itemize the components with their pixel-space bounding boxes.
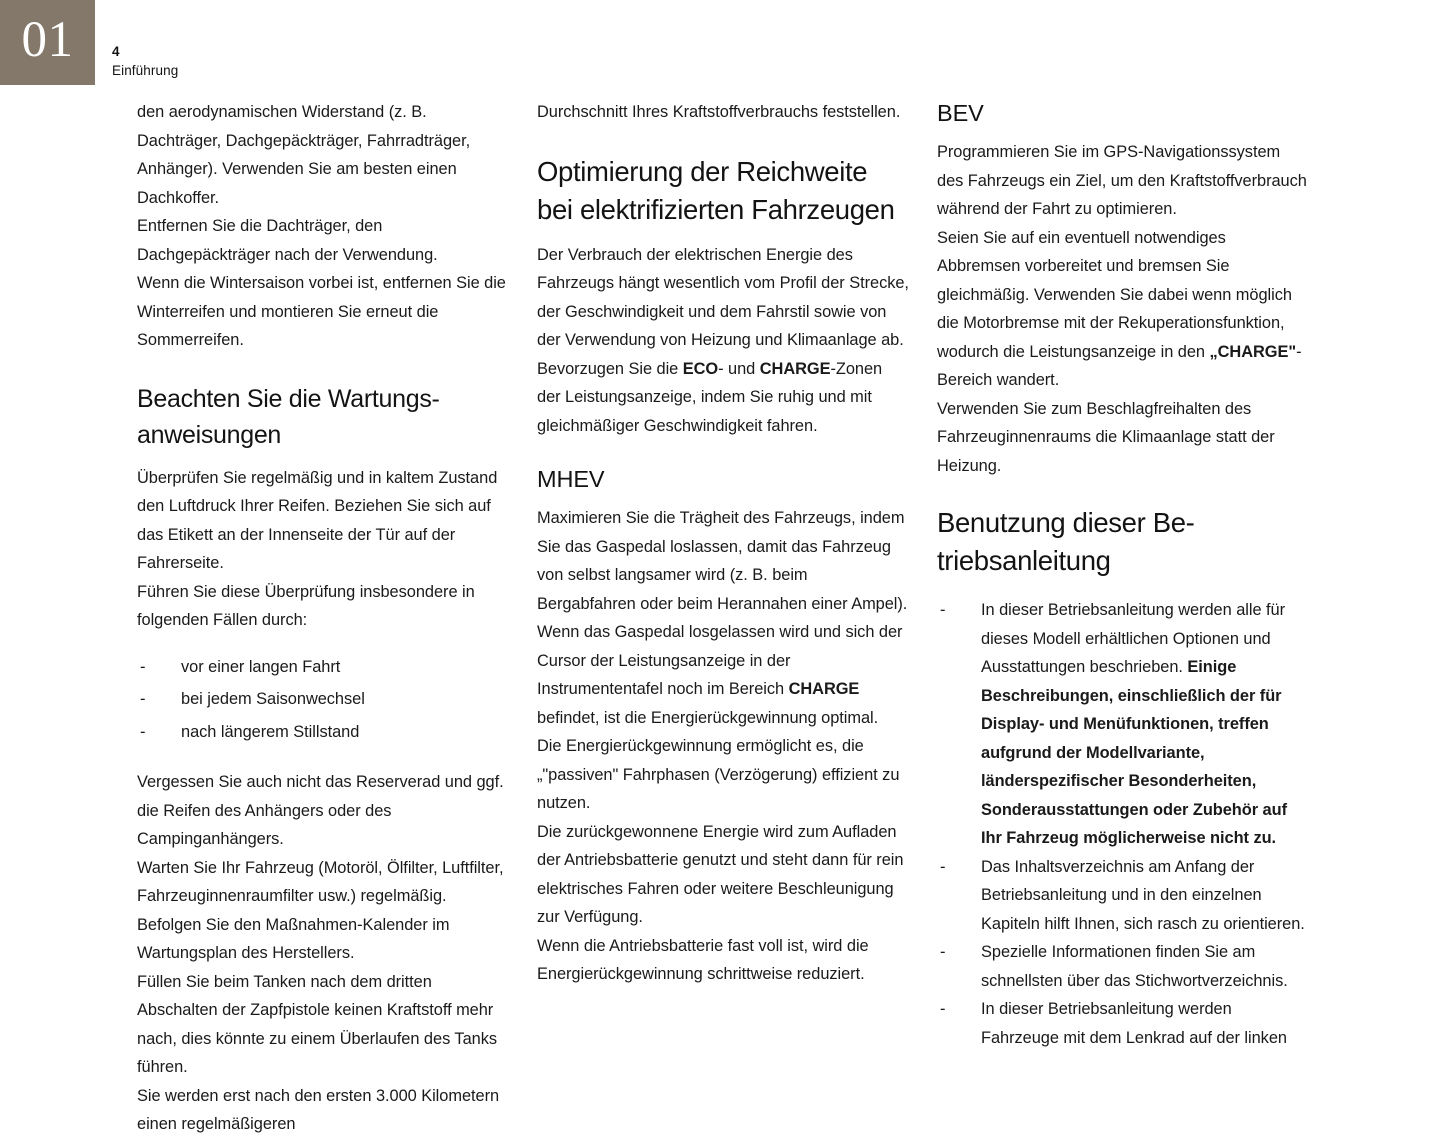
list-item <box>937 853 1310 939</box>
paragraph: Entfernen Sie die Dachträger, den Dachgepäckträger nach der Verwendung. <box>137 217 438 264</box>
text-fragment: befindet, ist die Energierückgewinnung optimal. <box>537 708 879 727</box>
paragraph-charge-bereich <box>537 618 910 732</box>
text-fragment: Seien Sie auf ein eventuell notwendiges Abbremsen vorbereitet und bremsen Sie gleichmäßig. Verwenden Sie dabei wenn möglich die Motorbremse mit der Rekuperationsfunktion, wodurch die Leistungsanzeige in den <box>937 228 1292 361</box>
text-fragment: -Zonen der Leistungsanzeige, indem Sie ruhig und mit gleichmäßiger Geschwindigkeit fahren. <box>537 359 883 435</box>
paragraph-charge-bereich <box>937 224 1310 395</box>
paragraph: Überprüfen Sie regelmäßig und in kaltem Zustand den Luftdruck Ihrer Reifen. Beziehen Sie sich auf das Etikett an der Innenseite der Tür auf der Fahrerseite. <box>137 468 498 572</box>
heading-optimierung-reichweite: Optimierung der Reichweite bei elektrifizierten Fahrzeugen <box>537 155 895 225</box>
paragraph: Wenn die Antriebsbatterie fast voll ist, wird die Energierückgewinnung schrittweise reduziert. <box>537 936 869 983</box>
list-item-label: nach längerem Stillstand <box>181 722 360 741</box>
list-item <box>937 995 1310 1052</box>
text-fragment: - und <box>718 359 760 378</box>
list-item-label: In dieser Betriebsanleitung werden Fahrzeuge mit dem Lenkrad auf der linken <box>981 1000 1287 1047</box>
list-item <box>137 653 510 682</box>
term-charge: CHARGE <box>788 680 860 698</box>
paragraph: Programmieren Sie im GPS-Navigationssystem des Fahrzeugs ein Ziel, um den Kraftstoffverbrauch während der Fahrt zu optimieren. <box>937 143 1307 218</box>
list-item <box>937 596 1310 853</box>
text-fragment: Wenn das Gaspedal losgelassen wird und sich der Cursor der Leistungsanzeige in der Instrumententafel noch im Bereich <box>537 623 903 698</box>
paragraph: Durchschnitt Ihres Kraftstoffverbrauchs feststellen. <box>537 103 901 121</box>
dash-bullet-icon: - <box>940 857 946 876</box>
chapter-name: Einführung <box>112 63 179 79</box>
paragraph: Der Verbrauch der elektrischen Energie des Fahrzeugs hängt wesentlich vom Profil der Strecke, der Geschwindigkeit und dem Fahrstil sowie von der Verwendung von Heizung und Klimaanlage ab. <box>537 245 909 349</box>
heading-mhev: MHEV <box>537 466 605 492</box>
paragraph: Vergessen Sie auch nicht das Reserverad und ggf. die Reifen des Anhängers oder des Campinganhängers. <box>137 773 504 848</box>
heading-benutzung-betriebsanleitung: Benutzung dieser Be-triebsanleitung <box>937 507 1195 576</box>
dash-bullet-icon: - <box>940 1000 946 1018</box>
paragraph: den aerodynamischen Widerstand (z. B. Dachträger, Dachgepäckträger, Fahrradträger, Anhänger). Verwenden Sie am besten einen Dachkoffer. <box>137 103 471 207</box>
chapter-number: 01 <box>21 12 74 68</box>
text-emphasis: Einige Beschreibungen, einschließlich der für Display- und Menüfunktionen, treffen aufgrund der Modellvariante, länderspezifischer Besonderheiten, Sonderausstattungen oder Zubehör auf Ihr Fahrzeug möglicherweise nicht zu. <box>981 658 1287 847</box>
paragraph-eco-charge <box>537 355 910 441</box>
dash-bullet-icon: - <box>140 690 146 708</box>
text-column-1 <box>137 98 510 1139</box>
list-item <box>937 938 1310 995</box>
usage-notes-list <box>937 596 1310 1052</box>
text-column-3 <box>937 98 1310 1052</box>
paragraph: Verwenden Sie zum Beschlagfreihalten des Fahrzeuginnenraums die Klimaanlage statt der Heizung. <box>937 399 1275 475</box>
text-column-2 <box>537 98 910 989</box>
page-number: 4 <box>112 44 120 59</box>
paragraph: Die Energierückgewinnung ermöglicht es, die „"passiven" Fahrphasen (Verzögerung) effizient zu nutzen. <box>537 737 900 812</box>
paragraph: Wenn die Wintersaison vorbei ist, entfernen Sie die Winterreifen und montieren Sie erneut die Sommerreifen. <box>137 274 506 349</box>
list-item-label: Spezielle Informationen finden Sie am schnellsten über das Stichwortverzeichnis. <box>981 943 1288 990</box>
term-eco: ECO <box>682 359 719 378</box>
header-meta <box>112 43 178 80</box>
dash-bullet-icon: - <box>140 722 146 741</box>
list-item-label: vor einer langen Fahrt <box>181 657 341 676</box>
page-body <box>0 98 1445 1133</box>
text-fragment: -Bereich wandert. <box>937 342 1302 389</box>
text-fragment: Bevorzugen Sie die <box>537 359 683 378</box>
term-charge: „CHARGE" <box>1209 342 1297 361</box>
paragraph: Maximieren Sie die Trägheit des Fahrzeugs, indem Sie das Gaspedal loslassen, damit das Fahrzeug von selbst langsamer wird (z. B. beim Bergabfahren oder beim Herannahen einer Ampel). <box>537 509 908 613</box>
heading-wartungsanweisungen: Beachten Sie die Wartungs-anweisungen <box>137 384 440 449</box>
paragraph: Warten Sie Ihr Fahrzeug (Motoröl, Ölfilter, Luftfilter, Fahrzeuginnenraumfilter usw.) regelmäßig. Befolgen Sie den Maßnahmen-Kalender im Wartungsplan des Herstellers. <box>137 858 504 962</box>
list-item <box>137 685 510 714</box>
list-item-label <box>981 601 1287 847</box>
heading-bev: BEV <box>937 100 984 126</box>
term-charge: CHARGE <box>759 359 831 378</box>
paragraph: Füllen Sie beim Tanken nach dem dritten Abschalten der Zapfpistole keinen Kraftstoff mehr nach, dies könnte zu einem Überlaufen des Tanks führen. <box>137 972 497 1076</box>
spacer <box>137 750 510 768</box>
paragraph: Die zurückgewonnene Energie wird zum Aufladen der Antriebsbatterie genutzt und steht dann für rein elektrisches Fahren oder weitere Beschleunigung zur Verfügung. <box>537 822 904 926</box>
list-item-label: bei jedem Saisonwechsel <box>181 690 365 708</box>
page-header <box>0 0 1445 90</box>
paragraph: Sie werden erst nach den ersten 3.000 Kilometern einen regelmäßigeren <box>137 1086 500 1133</box>
list-item <box>137 718 510 747</box>
text-fragment: In dieser Betriebsanleitung werden alle für dieses Modell erhältlichen Optionen und Ausstattungen beschrieben. <box>981 601 1285 676</box>
dash-bullet-icon: - <box>940 943 946 961</box>
checklist-wartung <box>137 653 510 747</box>
chapter-number-badge <box>0 0 95 85</box>
dash-bullet-icon: - <box>140 657 146 676</box>
paragraph: Führen Sie diese Überprüfung insbesondere in folgenden Fällen durch: <box>137 582 475 629</box>
dash-bullet-icon: - <box>940 601 946 619</box>
list-item-label: Das Inhaltsverzeichnis am Anfang der Betriebsanleitung und in den einzelnen Kapiteln hilft Ihnen, sich rasch zu orientieren. <box>981 857 1305 933</box>
